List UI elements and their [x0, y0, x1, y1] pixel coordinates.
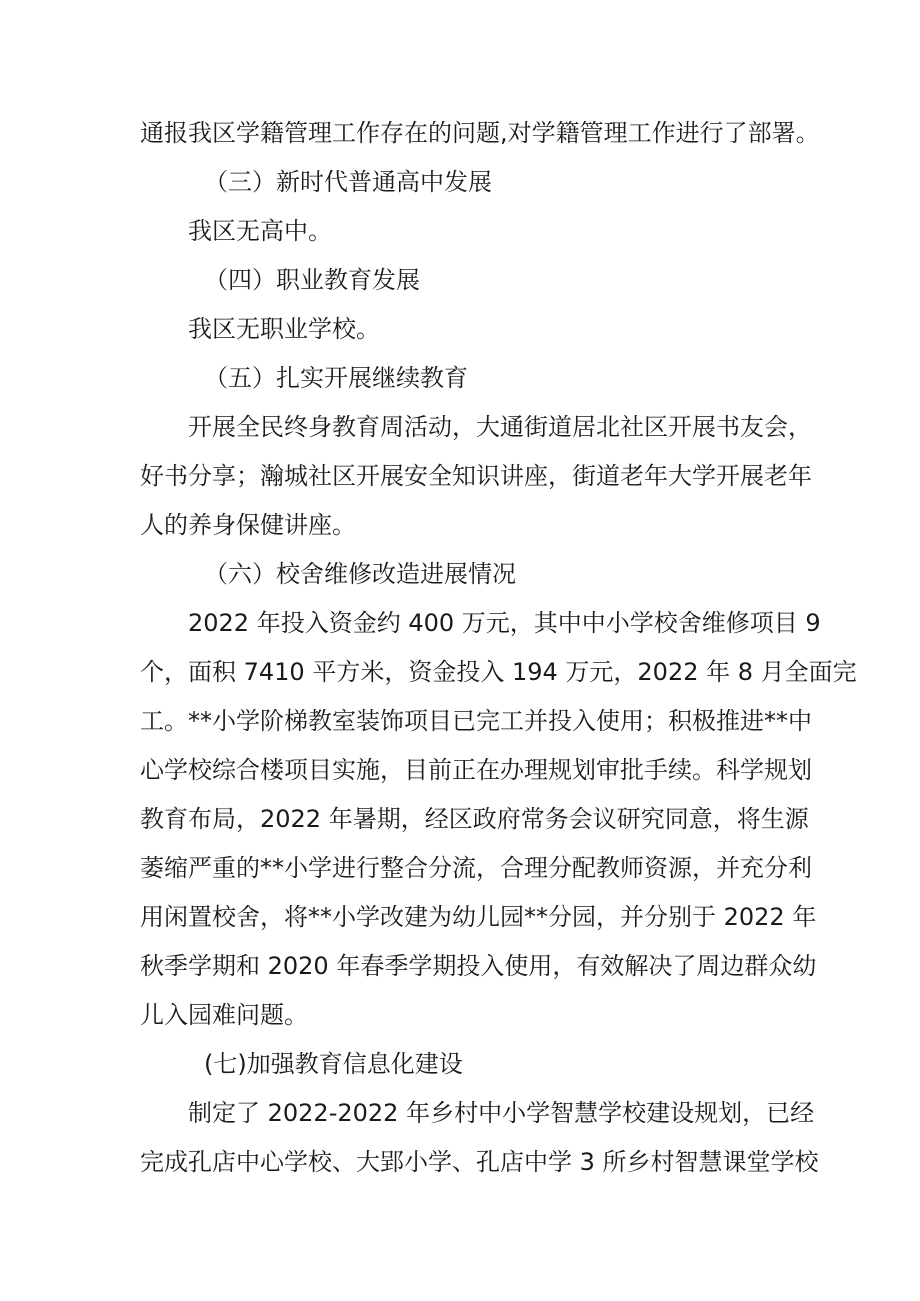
body-text-line: 个，面积 7410 平方米，资金投入 194 万元，2022 年 8 月全面完 [140, 658, 857, 686]
section-heading: （四）职业教育发展 [204, 266, 420, 294]
body-text-line: 我区无高中。 [188, 217, 332, 245]
section-heading: (七)加强教育信息化建设 [204, 1050, 463, 1078]
body-text-line: 我区无职业学校。 [188, 315, 380, 343]
body-text-line: 心学校综合楼项目实施，目前正在办理规划审批手续。科学规划 [140, 756, 812, 784]
section-heading: （六）校舍维修改造进展情况 [204, 560, 516, 588]
body-text-line: 工。**小学阶梯教室装饰项目已完工并投入使用；积极推进**中 [140, 707, 812, 735]
section-heading: （五）扎实开展继续教育 [204, 364, 468, 392]
body-text-line: 秋季学期和 2020 年春季学期投入使用，有效解决了周边群众幼 [140, 952, 817, 980]
body-text-line: 制定了 2022-2022 年乡村中小学智慧学校建设规划，已经 [188, 1099, 815, 1127]
body-text-line: 完成孔店中心学校、大郢小学、孔店中学 3 所乡村智慧课堂学校 [140, 1148, 819, 1176]
body-text-line: 用闲置校舍，将**小学改建为幼儿园**分园，并分别于 2022 年 [140, 903, 817, 931]
body-text-line: 好书分享；瀚城社区开展安全知识讲座，街道老年大学开展老年 [140, 462, 812, 490]
body-text-line: 开展全民终身教育周活动，大通街道居北社区开展书友会， [188, 413, 812, 441]
body-text-line: 萎缩严重的**小学进行整合分流，合理分配教师资源，并充分利 [140, 854, 812, 882]
body-text-line: 通报我区学籍管理工作存在的问题,对学籍管理工作进行了部署。 [140, 119, 820, 147]
section-heading: （三）新时代普通高中发展 [204, 168, 492, 196]
body-text-line: 儿入园难问题。 [140, 1001, 308, 1029]
body-text-line: 人的养身保健讲座。 [140, 511, 356, 539]
body-text-line: 教育布局，2022 年暑期，经区政府常务会议研究同意，将生源 [140, 805, 809, 833]
body-text-line: 2022 年投入资金约 400 万元，其中中小学校舍维修项目 9 [188, 609, 821, 637]
